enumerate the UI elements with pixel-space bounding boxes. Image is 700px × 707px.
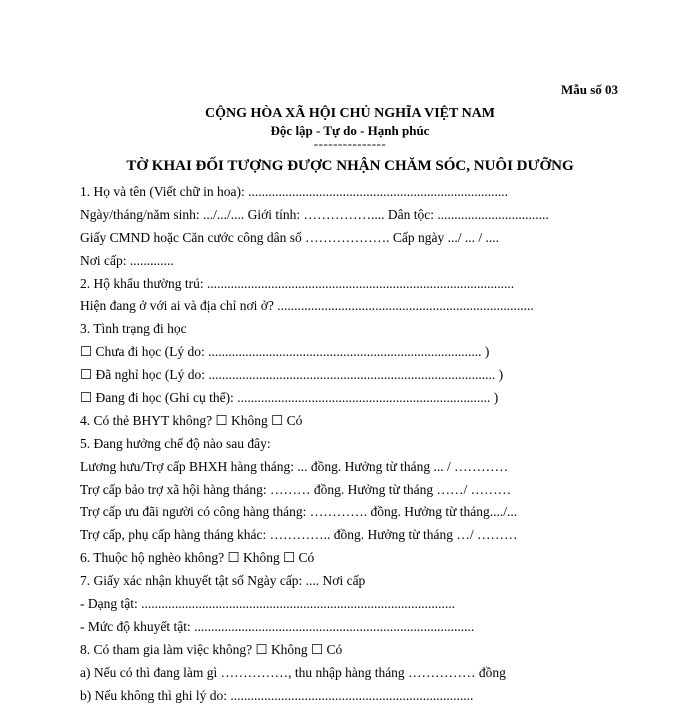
health-insurance-question: 4. Có thẻ BHYT không? ☐ Không ☐ Có: [80, 412, 303, 428]
document-header: [0, 105, 700, 150]
schooling-option-dropped: ☐ Đã nghỉ học (Lý do: ..................................................................................... ): [80, 367, 504, 383]
schooling-option-current: ☐ Đang đi học (Ghi cụ thể): ........................................................................... ): [80, 390, 499, 406]
benefit-merit: Trợ cấp ưu đãi người có công hàng tháng: …………. đồng. Hưởng từ tháng..../...: [80, 504, 518, 520]
disability-level-field: - Mức độ khuyết tật: ...................................................................................: [80, 618, 475, 634]
permanent-residence-field: 2. Hộ khẩu thường trú: ...........................................................................................: [80, 275, 515, 291]
employment-no-reason: b) Nếu không thì ghi lý do: ........................................................................: [80, 687, 474, 703]
disability-type-field: - Dạng tật: .............................................................................................: [80, 596, 455, 612]
schooling-option-never: ☐ Chưa đi học (Lý do: ................................................................................. ): [80, 344, 490, 360]
benefit-other: Trợ cấp, phụ cấp hàng tháng khác: ………….. đồng. Hưởng từ tháng …/ ………: [80, 527, 518, 543]
form-title: TỜ KHAI ĐỐI TƯỢNG ĐƯỢC NHẬN CHĂM SÓC, NUÔI DƯỠNG: [126, 158, 574, 174]
employment-yes-detail: a) Nếu có thì đang làm gì ……………, thu nhập hàng tháng …………… đồng: [80, 664, 506, 680]
current-living-field: Hiện đang ở với ai và địa chỉ nơi ở? ............................................................................: [80, 298, 534, 314]
id-card-field: Giấy CMND hoặc Căn cước công dân số ………………. Cấp ngày .../ ... / ....: [80, 229, 500, 245]
form-body: [80, 181, 680, 707]
disability-certificate-field: 7. Giấy xác nhận khuyết tật số Ngày cấp: .... Nơi cấp: [80, 573, 366, 589]
header-separator: ---------------: [313, 136, 387, 151]
issue-place-field: Nơi cấp: .............: [80, 252, 174, 268]
poor-household-question: 6. Thuộc hộ nghèo không? ☐ Không ☐ Có: [80, 550, 315, 566]
benefits-heading: 5. Đang hưởng chế độ nào sau đây:: [80, 435, 271, 451]
nation-name: CỘNG HÒA XÃ HỘI CHỦ NGHĨA VIỆT NAM: [204, 106, 495, 121]
benefit-pension: Lương hưu/Trợ cấp BHXH hàng tháng: ... đồng. Hưởng từ tháng ... / …………: [80, 458, 509, 474]
employment-question: 8. Có tham gia làm việc không? ☐ Không ☐ Có: [80, 641, 343, 657]
birth-gender-ethnicity-field: Ngày/tháng/năm sinh: .../.../.... Giới tính: …………….... Dân tộc: .................................: [80, 206, 549, 222]
national-motto: Độc lập - Tự do - Hạnh phúc: [270, 123, 430, 138]
benefit-social-protection: Trợ cấp bảo trợ xã hội hàng tháng: ……… đồng. Hưởng từ tháng ……/ ………: [80, 481, 512, 497]
form-code: Mẫu số 03: [560, 82, 618, 97]
full-name-field: 1. Họ và tên (Viết chữ in hoa): .............................................................................: [80, 184, 508, 199]
schooling-heading: 3. Tình trạng đi học: [80, 321, 187, 337]
